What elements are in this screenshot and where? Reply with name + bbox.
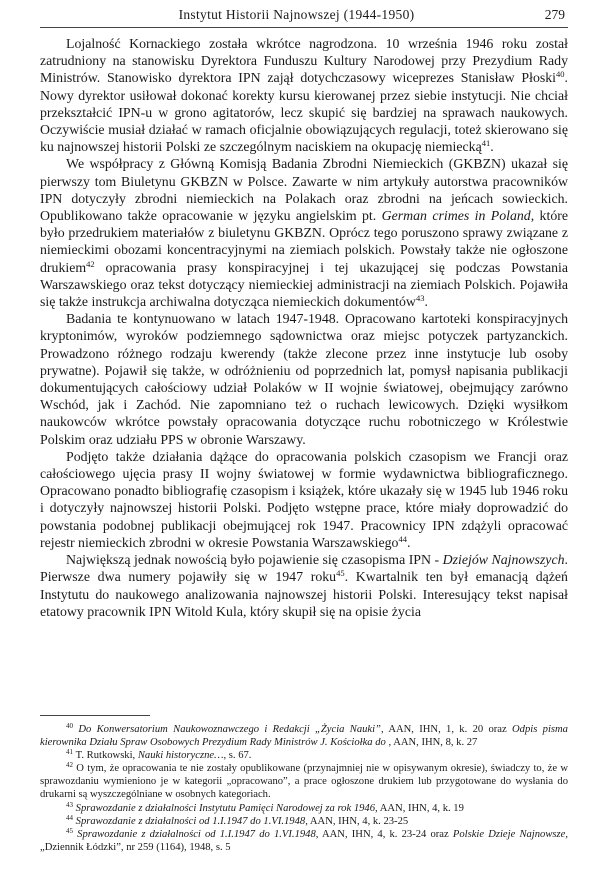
text-run: We współpracy z Główną Komisją Badania Zbrodni Niemieckich (GKBZN) ukazał się pierwszy tom Biuletynu GKBZN w Polsce. Zawarte w nim artykuły autorstwa pracowników IPN dotyczyły zbrodni niemieckich na Polakach oraz zbrodni na jeńcach sowieckich. Opublikowano także opracowanie w języku angielskim pt.	[40, 156, 568, 224]
footnotes	[40, 723, 568, 854]
paragraph	[40, 35, 568, 155]
paragraph	[40, 155, 568, 310]
header-rule	[40, 27, 568, 28]
text-run: T. Rutkowski,	[75, 750, 138, 762]
footnote-ref: 40	[556, 69, 565, 80]
paragraph	[40, 551, 568, 620]
footnote-number: 44	[66, 813, 73, 822]
text-run: . Nowy dyrektor usiłował dokonać korekty kursu kierowanej przez siebie instytucji. Nie chciał przekształcić IPN-u w grono agitatorów, lecz skupić się bardziej na sprawach naukowych. Oczywiście musiał działać w ramach oficjalnie obowiązujących regulacji, toteż skierowano się ku najnowszej historii Polski ze szczególnym naciskiem na okupację niemiecką	[40, 70, 568, 155]
text-run: , AAN, IHN, 4, k. 23-24 oraz	[315, 828, 453, 840]
paragraph	[40, 448, 568, 551]
text-run: Podjęto także działania dążące do opracowania polskich czasopism we Francji oraz całościowego ujęcia prasy II wojny światowej w formie wydawnictwa bibliograficznego. Opracowano ponadto bibliografię czasopism i książek, które ukazały się w 1945 lub 1946 roku i dotyczyły najnowszej historii Polski. Podjęto wstępne prace, które miały doprowadzić do powstania podobnej publikacji obejmującej rok 1947. Pracownicy IPN zdążyli opracować rejestr niemieckich zbrodni w okresie Powstania Warszawskiego	[40, 448, 568, 550]
text-run: , AAN, IHN, 8, k. 27	[385, 737, 478, 749]
footnote-number: 40	[66, 722, 73, 730]
italic-text: Sprawozdanie z działalności Instytutu Pamięci Narodowej za rok 1946	[75, 802, 376, 814]
italic-text: Nauki historyczne…	[137, 750, 224, 762]
running-title: Instytut Historii Najnowszej (1944-1950)	[178, 7, 415, 22]
footnote-rule	[40, 715, 150, 716]
text-run: Badania te kontynuowano w latach 1947-1948. Opracowano kartoteki konspiracyjnych kryptonimów, wyroków podziemnego sądownictwa oraz miejsc potyczek partyzanckich. Prowadzono różnego rodzaju kwerendy (także zlecone przez inne instytucje lub osoby prywatne). Pojawił się także, w odróżnieniu od poprzednich lat, pomysł napisania publikacji dokumentujących całościowy udział Polaków w II wojnie światowej, obejmujący zarówno Wschód, jak i Zachód. Nie zapomniano też o ruchach lewicowych. Dzięki wysiłkom naukowców wkrótce powstały opracowania dotyczące ruchu robotniczego w Królestwie Polskim oraz udziału PPS w obronie Warszawy.	[40, 311, 568, 447]
footnote-number: 41	[66, 748, 73, 757]
footnote	[40, 723, 568, 749]
text-run: , AAN, IHN, 4, k. 19	[375, 802, 464, 814]
footnote-ref: 42	[86, 258, 95, 269]
text-run: .	[406, 534, 411, 550]
text-run: .	[424, 294, 428, 310]
italic-text: Do Konwersatorium Naukowoznawczego i Redakcji „Życia Nauki”	[78, 724, 381, 735]
footnote	[40, 828, 568, 854]
footnote	[40, 762, 568, 801]
italic-text: Odpis pisma kierownika Działu Spraw Osobowych Prezydium Rady Ministrów J. Kościołka do	[40, 724, 568, 749]
footnote-ref: 41	[481, 138, 491, 149]
running-head	[0, 6, 593, 24]
text-run: , AAN, IHN, 1, k. 20 oraz	[380, 724, 513, 735]
text-run: , które było przedrukiem materiałów z biuletynu GKBZN. Oprócz tego poruszono sprawy związane z niemieckimi obozami koncentracyjnymi na ziemiach polskich. Powstały także nie ogłoszone drukiem	[40, 208, 569, 275]
paragraph	[40, 310, 568, 448]
text-run: O tym, że opracowania te nie zostały opublikowane (przynajmniej nie w opisywanym okresie), świadczy to, że w sprawozdaniu wymieniono je w kategorii „opracowano”, a prace ogłoszone drukiem lub przygotowane do wysłania do drukarni są wyszczególniane w osobnych kategoriach.	[40, 763, 568, 801]
footnote-ref: 44	[398, 533, 407, 544]
text-run: , „Dziennik Łódzki”, nr 259 (1164), 1948, s. 5	[40, 828, 569, 853]
footnote-ref: 45	[336, 568, 345, 579]
text-run: , AAN, IHN, 4, k. 23-25	[305, 815, 409, 827]
text-run: opracowania prasy konspiracyjnej i tej ukazującej się podczas Powstania Warszawskiego oraz tekst dotyczący niemieckiej administracji na ziemiach Polskich. Pojawiła się także instrukcja archiwalna dotycząca niemieckich dokumentów	[40, 259, 568, 310]
italic-text: Sprawozdanie z działalności od 1.I.1947 do 1.VI.1948	[75, 815, 306, 827]
text-run: . Pierwsze dwa numery pojawiły się w 1947 roku	[40, 552, 568, 585]
text-run: . Kwartalnik ten był emanacją dążeń Instytutu do naukowego analizowania najnowszej historii Polski. Interesujący tekst napisał etatowy pracownik IPN Witold Kula, który skupił się na opisie życia	[40, 569, 568, 619]
footnote-ref: 43	[415, 293, 425, 304]
italic-text: Polskie Dzieje Najnowsze	[452, 828, 566, 840]
footnote-number: 45	[66, 826, 73, 835]
text-run: , s. 67.	[223, 750, 252, 762]
footnote-number: 42	[66, 761, 73, 770]
text-run: .	[490, 139, 494, 155]
italic-text: Dziejów Najnowszych	[442, 552, 565, 568]
footnote-number: 43	[66, 800, 73, 809]
page-number: 279	[544, 7, 565, 22]
footnote	[40, 802, 568, 815]
text-run: Największą jednak nowością było pojawienie się czasopisma IPN -	[66, 552, 443, 568]
italic-text: German crimes in Poland	[381, 208, 531, 224]
italic-text: Sprawozdanie z działalności od 1.I.1947 do 1.VI.1948	[77, 828, 316, 840]
main-text	[40, 35, 568, 620]
text-run: Lojalność Kornackiego została wkrótce nagrodzona. 10 września 1946 roku został zatrudniony na stanowisku Dyrektora Funduszu Kultury Narodowej przy Prezydium Rady Ministrów. Stanowisko dyrektora IPN zajął dotychczasowy wiceprezes Stanisław Płoski	[40, 36, 568, 86]
footnote	[40, 749, 568, 762]
footnote	[40, 815, 568, 828]
